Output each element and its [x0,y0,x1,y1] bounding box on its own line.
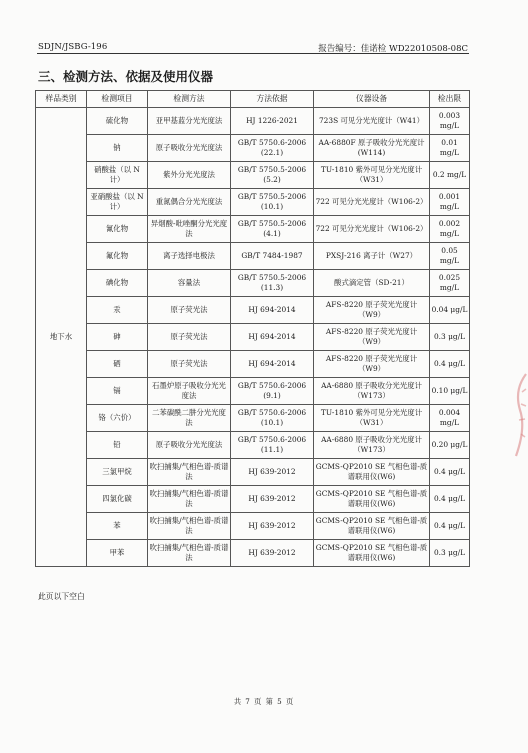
instrument-cell: 酸式滴定管（SD-21） [314,270,430,297]
test-item-cell: 四氯化碳 [87,486,148,513]
test-method-cell: 原子荧光法 [148,351,231,378]
test-item-cell: 汞 [87,297,148,324]
instrument-cell: AFS-8220 原子荧光光度计（W9） [314,351,430,378]
detection-limit-cell: 0.004 mg/L [430,405,470,432]
test-item-cell: 苯 [87,513,148,540]
test-method-cell: 亚甲基蓝分光光度法 [148,108,231,135]
test-item-cell: 氰化物 [87,216,148,243]
method-basis-cell: HJ 639-2012 [231,540,314,567]
test-item-cell: 硫化物 [87,108,148,135]
instrument-cell: AA-6880 原子吸收分光光度计（W173） [314,432,430,459]
instrument-cell: AA-6880 原子吸收分光光度计（W173） [314,378,430,405]
table-row [36,432,470,459]
method-basis-cell: HJ 639-2012 [231,459,314,486]
column-header: 检出限 [430,91,470,108]
detection-limit-cell: 0.4 μg/L [430,513,470,540]
method-basis-cell: GB/T 5750.5-2006 (11.3) [231,270,314,297]
column-header: 检测项目 [87,91,148,108]
instrument-cell: GCMS-QP2010 SE 气相色谱-质谱联用仪(W6) [314,540,430,567]
report-number: 报告编号：佳诺检 WD22010508-08C [318,44,468,54]
method-basis-cell: GB/T 5750.6-2006 (11.1) [231,432,314,459]
detection-limit-cell: 0.002 mg/L [430,216,470,243]
table-row [36,108,470,135]
method-basis-cell: GB/T 5750.6-2006 (9.1) [231,378,314,405]
instrument-cell: PXSJ-216 离子计（W27） [314,243,430,270]
test-method-cell: 二苯碳酰二肼分光光度法 [148,405,231,432]
table-header-row [36,91,470,108]
method-basis-cell: GB/T 5750.5-2006 (4.1) [231,216,314,243]
detection-limit-cell: 0.4 μg/L [430,486,470,513]
test-item-cell: 氟化物 [87,243,148,270]
seal-stamp-fragment [506,370,528,460]
test-method-cell: 吹扫捕集/气相色谱-质谱法 [148,513,231,540]
instrument-cell: TU-1810 紫外可见分光光度计（W31） [314,405,430,432]
table-row [36,189,470,216]
table-row [36,297,470,324]
method-basis-cell: GB/T 5750.6-2006 (10.1) [231,405,314,432]
detection-limit-cell: 0.2 mg/L [430,162,470,189]
instrument-cell: 723S 可见分光光度计（W41） [314,108,430,135]
table-row [36,324,470,351]
detection-limit-cell: 0.4 μg/L [430,459,470,486]
test-item-cell: 铅 [87,432,148,459]
methods-table [35,90,470,567]
test-item-cell: 硒 [87,351,148,378]
test-item-cell: 甲苯 [87,540,148,567]
test-method-cell: 紫外分光光度法 [148,162,231,189]
table-row [36,135,470,162]
test-method-cell: 石墨炉原子吸收分光光度法 [148,378,231,405]
instrument-cell: AA-6880F 原子吸收分光光度计(W114) [314,135,430,162]
instrument-cell: GCMS-QP2010 SE 气相色谱-质谱联用仪(W6) [314,459,430,486]
detection-limit-cell: 0.10 μg/L [430,378,470,405]
document-code: SDJN/JSBG-196 [38,42,108,52]
test-item-cell: 铬（六价） [87,405,148,432]
instrument-cell: AFS-8220 原子荧光光度计（W9） [314,324,430,351]
test-method-cell: 容量法 [148,270,231,297]
method-basis-cell: GB/T 5750.6-2006 (22.1) [231,135,314,162]
method-basis-cell: HJ 694-2014 [231,297,314,324]
test-method-cell: 吹扫捕集/气相色谱-质谱法 [148,486,231,513]
instrument-cell: TU-1810 紫外可见分光光度计（W31） [314,162,430,189]
test-method-cell: 吹扫捕集/气相色谱-质谱法 [148,540,231,567]
table-row [36,513,470,540]
test-method-cell: 原子吸收分光光度法 [148,432,231,459]
test-method-cell: 原子荧光法 [148,324,231,351]
column-header: 仪器设备 [314,91,430,108]
test-method-cell: 重氮偶合分光光度法 [148,189,231,216]
table-row [36,270,470,297]
blank-below-note: 此页以下空白 [38,592,85,601]
method-basis-cell: HJ 1226-2021 [231,108,314,135]
test-item-cell: 碘化物 [87,270,148,297]
test-item-cell: 亚硝酸盐（以 N 计） [87,189,148,216]
test-item-cell: 硝酸盐（以 N 计） [87,162,148,189]
column-header: 检测方法 [148,91,231,108]
page-number: 共 7 页 第 5 页 [233,697,295,706]
test-method-cell: 原子吸收分光光度法 [148,135,231,162]
instrument-cell: 722 可见分光光度计（W106-2） [314,189,430,216]
detection-limit-cell: 0.04 μg/L [430,297,470,324]
test-method-cell: 原子荧光法 [148,297,231,324]
detection-limit-cell: 0.3 μg/L [430,540,470,567]
detection-limit-cell: 0.3 μg/L [430,324,470,351]
method-basis-cell: HJ 694-2014 [231,324,314,351]
method-basis-cell: GB/T 5750.5-2006 (5.2) [231,162,314,189]
table-row [36,162,470,189]
detection-limit-cell: 0.003 mg/L [430,108,470,135]
sample-category-cell: 地下水 [36,108,87,567]
table-row [36,486,470,513]
table-row [36,378,470,405]
table-row [36,540,470,567]
table-row [36,405,470,432]
detection-limit-cell: 0.025 mg/L [430,270,470,297]
test-item-cell: 镉 [87,378,148,405]
column-header: 样品类别 [36,91,87,108]
instrument-cell: GCMS-QP2010 SE 气相色谱-质谱联用仪(W6) [314,486,430,513]
test-method-cell: 离子选择电极法 [148,243,231,270]
test-item-cell: 三氯甲烷 [87,459,148,486]
header-rule [37,53,469,54]
instrument-cell: GCMS-QP2010 SE 气相色谱-质谱联用仪(W6) [314,513,430,540]
instrument-cell: AFS-8220 原子荧光光度计（W9） [314,297,430,324]
test-item-cell: 钠 [87,135,148,162]
method-basis-cell: GB/T 5750.5-2006 (10.1) [231,189,314,216]
detection-limit-cell: 0.4 μg/L [430,351,470,378]
detection-limit-cell: 0.001 mg/L [430,189,470,216]
table-row [36,243,470,270]
method-basis-cell: GB/T 7484-1987 [231,243,314,270]
method-basis-cell: HJ 639-2012 [231,513,314,540]
detection-limit-cell: 0.05 mg/L [430,243,470,270]
table-row [36,216,470,243]
section-title: 三、检测方法、依据及使用仪器 [38,69,214,84]
detection-limit-cell: 0.20 μg/L [430,432,470,459]
detection-limit-cell: 0.01 mg/L [430,135,470,162]
method-basis-cell: HJ 694-2014 [231,351,314,378]
instrument-cell: 722 可见分光光度计（W106-2） [314,216,430,243]
test-item-cell: 砷 [87,324,148,351]
table-row [36,351,470,378]
test-method-cell: 异烟酸-吡唑酮分光光度法 [148,216,231,243]
test-method-cell: 吹扫捕集/气相色谱-质谱法 [148,459,231,486]
method-basis-cell: HJ 639-2012 [231,486,314,513]
table-body [36,108,470,567]
column-header: 方法依据 [231,91,314,108]
table-row [36,459,470,486]
